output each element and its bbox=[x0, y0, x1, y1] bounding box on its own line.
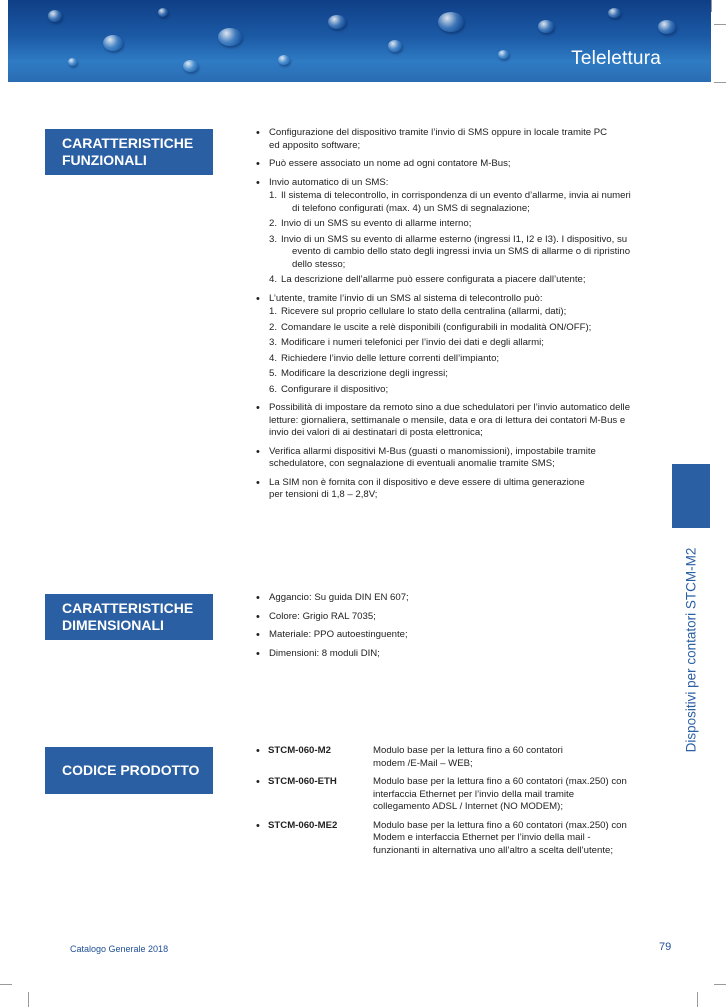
product-codes-list bbox=[256, 745, 653, 863]
water-drop bbox=[278, 55, 290, 65]
list-item-text: • L’utente, tramite l’invio di un SMS al sistema di telecontrollo può: bbox=[269, 292, 543, 304]
item-number: 5. bbox=[269, 368, 278, 379]
numbered-item bbox=[269, 368, 656, 381]
description-line: Modulo base per la lettura fino a 60 contatori (max.250) con bbox=[373, 776, 627, 787]
item-text: Modificare i numeri telefonici per l’invio dei dati e degli allarmi; bbox=[281, 337, 544, 348]
footer-catalog: Catalogo Generale 2018 bbox=[70, 944, 169, 954]
item-number: 3. bbox=[269, 337, 278, 348]
list-item bbox=[256, 629, 556, 642]
crop-mark bbox=[28, 992, 29, 1007]
description-line: Modulo base per la lettura fino a 60 contatori (max.250) con bbox=[373, 819, 627, 831]
section-header-dimensionali bbox=[45, 594, 213, 640]
water-drop bbox=[218, 28, 242, 46]
item-text: di telefono configurati (max. 4) un SMS di segnalazione; bbox=[292, 202, 530, 214]
crop-mark bbox=[714, 984, 726, 985]
list-item bbox=[256, 127, 656, 152]
list-item bbox=[256, 648, 556, 661]
list-item-text: ed apposito software; bbox=[269, 139, 361, 151]
section-title-line: CODICE PRODOTTO bbox=[62, 762, 200, 778]
product-code-row bbox=[256, 745, 653, 770]
list-item bbox=[256, 592, 556, 605]
description-line: interfaccia Ethernet per l’invio della mail tramite bbox=[373, 788, 575, 800]
water-drop bbox=[438, 12, 464, 32]
section-title-line: DIMENSIONALI bbox=[62, 617, 164, 633]
water-drop bbox=[328, 15, 346, 29]
section-title-line: CARATTERISTICHE bbox=[62, 600, 194, 616]
list-item bbox=[256, 177, 656, 287]
product-description bbox=[373, 745, 653, 770]
dimensionali-list bbox=[256, 592, 556, 666]
list-item-text: • Configurazione del dispositivo tramite l’invio di SMS oppure in locale tramite PC bbox=[269, 127, 608, 138]
list-item-text: per tensioni di 1,8 – 2,8V; bbox=[269, 489, 378, 500]
item-text: La descrizione dell’allarme può essere configurata a piacere dall’utente; bbox=[281, 274, 586, 285]
list-item-text: • Materiale: PPO autoestinguente; bbox=[269, 629, 408, 640]
crop-mark bbox=[0, 984, 12, 985]
page-title: Telelettura bbox=[571, 48, 661, 69]
crop-mark bbox=[697, 992, 698, 1007]
header-banner bbox=[8, 0, 711, 82]
item-text: Comandare le uscite a relè disponibili (configurabili in modalità ON/OFF); bbox=[281, 321, 592, 333]
description-line: collegamento ADSL / Internet (NO MODEM); bbox=[373, 801, 563, 812]
list-item-text: • Colore: Grigio RAL 7035; bbox=[269, 610, 376, 622]
crop-mark bbox=[714, 24, 726, 25]
list-item bbox=[256, 446, 656, 471]
product-code: • STCM-060-ME2 bbox=[268, 819, 338, 831]
water-drop bbox=[538, 20, 554, 33]
item-text: Richiedere l’invio delle letture correnti dell’impianto; bbox=[281, 352, 500, 364]
water-drop bbox=[68, 58, 77, 66]
list-item-text: • Verifica allarmi dispositivi M-Bus (guasti o manomissioni), impostabile tramite bbox=[269, 445, 596, 457]
page-number: 79 bbox=[659, 941, 672, 953]
item-text: Modificare la descrizione degli ingressi; bbox=[281, 368, 448, 379]
section-title-line: CARATTERISTICHE bbox=[62, 135, 194, 151]
list-item-text: • La SIM non è fornita con il dispositivo e deve essere di ultima generazione bbox=[269, 476, 585, 488]
list-item-text: • Dimensioni: 8 moduli DIN; bbox=[269, 647, 380, 659]
list-item-text: • Possibilità di impostare da remoto sino a due schedulatori per l’invio automatico delle bbox=[269, 402, 631, 413]
water-drop bbox=[498, 50, 509, 59]
side-chapter-label: Dispositivi per contatori STCM-M2 bbox=[683, 547, 699, 753]
product-code: • STCM-060-M2 bbox=[268, 745, 331, 756]
list-item-text: • Può essere associato un nome ad ogni contatore M-Bus; bbox=[269, 158, 511, 169]
funzionali-list bbox=[256, 127, 656, 508]
item-text: evento di cambio dello stato degli ingressi invia un SMS di allarme o di ripristino bbox=[292, 246, 631, 257]
item-number: 4. bbox=[269, 352, 278, 364]
list-item-text: invio dei valori di ai destinatari di posta elettronica; bbox=[269, 427, 483, 438]
item-number: 1. bbox=[269, 190, 278, 201]
numbered-list bbox=[269, 190, 656, 287]
list-item-text: • Aggancio: Su guida DIN EN 607; bbox=[269, 592, 409, 603]
list-item bbox=[256, 402, 656, 440]
list-item-text: • Invio automatico di un SMS: bbox=[269, 176, 389, 188]
item-number: 4. bbox=[269, 274, 278, 285]
numbered-item bbox=[269, 306, 656, 319]
water-drop bbox=[183, 60, 198, 72]
numbered-item bbox=[269, 322, 656, 335]
water-drop bbox=[103, 35, 123, 51]
list-item bbox=[256, 158, 656, 171]
section-header-codice bbox=[45, 747, 213, 794]
item-text: dello stesso; bbox=[292, 258, 346, 270]
item-text: Ricevere sul proprio cellulare lo stato della centralina (allarmi, dati); bbox=[281, 306, 567, 317]
description-line: Modem e interfaccia Ethernet per l’invio della mail - bbox=[373, 832, 591, 843]
water-drop bbox=[608, 8, 621, 18]
product-code-row bbox=[256, 776, 653, 814]
numbered-item bbox=[269, 337, 656, 350]
list-item-text: letture: giornaliera, settimanale o mensile, data e ora di lettura dei contatori M-Bus e bbox=[269, 414, 626, 426]
list-item bbox=[256, 477, 656, 502]
item-text: Invio di un SMS su evento di allarme interno; bbox=[281, 218, 472, 229]
side-tab-marker bbox=[672, 464, 710, 528]
item-text: Configurare il dispositivo; bbox=[281, 383, 389, 395]
product-code: • STCM-060-ETH bbox=[268, 776, 337, 787]
numbered-item bbox=[269, 384, 656, 397]
crop-mark bbox=[714, 82, 726, 83]
item-text: Il sistema di telecontrollo, in corrispondenza di un evento d’allarme, invia ai numeri bbox=[281, 190, 631, 201]
numbered-item bbox=[269, 353, 656, 366]
product-code-row bbox=[256, 820, 653, 858]
numbered-item bbox=[269, 234, 656, 272]
item-number: 3. bbox=[269, 233, 278, 245]
numbered-item bbox=[269, 274, 656, 287]
numbered-list bbox=[269, 306, 656, 396]
list-item bbox=[256, 611, 556, 624]
item-number: 1. bbox=[269, 306, 278, 317]
description-line: modem /E-Mail – WEB; bbox=[373, 757, 473, 769]
description-line: funzionanti in alternativa uno all’altro a scelta dell’utente; bbox=[373, 844, 613, 856]
item-text: Invio di un SMS su evento di allarme esterno (ingressi I1, I2 e I3). I dispositivo, su bbox=[281, 233, 628, 245]
section-title-line: FUNZIONALI bbox=[62, 152, 147, 168]
item-number: 2. bbox=[269, 321, 278, 333]
list-item bbox=[256, 293, 656, 397]
water-drop bbox=[158, 8, 168, 17]
numbered-item bbox=[269, 190, 656, 215]
water-drop bbox=[388, 40, 402, 52]
numbered-item bbox=[269, 218, 656, 231]
water-drop bbox=[48, 10, 62, 22]
product-description bbox=[373, 820, 653, 858]
description-line: Modulo base per la lettura fino a 60 contatori bbox=[373, 745, 563, 756]
item-number: 2. bbox=[269, 218, 278, 229]
item-number: 6. bbox=[269, 383, 278, 395]
water-drop bbox=[658, 20, 676, 34]
list-item-text: schedulatore, con segnalazione di eventuali anomalie tramite SMS; bbox=[269, 458, 555, 469]
product-description bbox=[373, 776, 653, 814]
section-header-funzionali bbox=[45, 129, 213, 175]
crop-mark bbox=[711, 0, 712, 12]
